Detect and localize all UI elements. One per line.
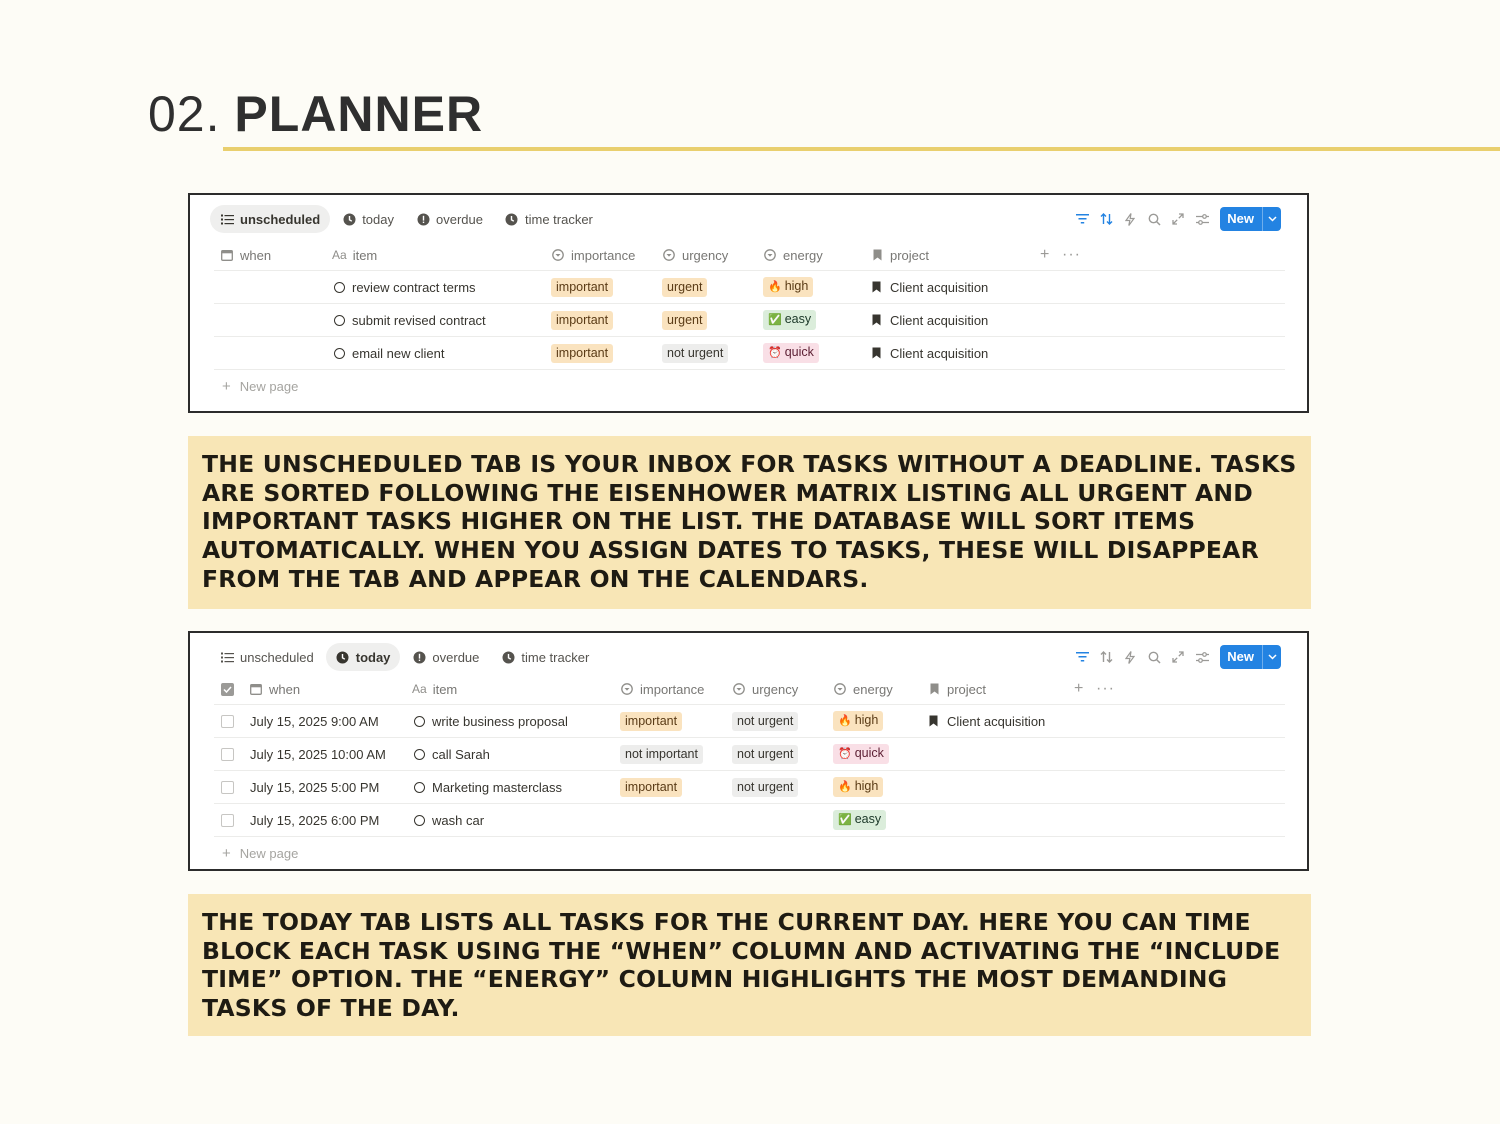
column-header-urgency[interactable]	[732, 674, 798, 704]
checkbox-checked-icon	[221, 683, 234, 696]
importance-cell[interactable]	[620, 705, 682, 737]
column-header-when[interactable]	[220, 240, 271, 270]
settings-icon[interactable]	[1194, 649, 1210, 665]
tab-time-tracker[interactable]	[495, 205, 603, 233]
checkbox-icon	[221, 814, 234, 827]
table-row[interactable]	[214, 771, 1285, 804]
column-header-project[interactable]	[870, 240, 929, 270]
tab-label: time tracker	[524, 211, 593, 227]
plus-icon: +	[222, 844, 231, 862]
importance-tag: important	[551, 344, 613, 363]
new-button-label: New	[1227, 211, 1254, 226]
project-cell[interactable]	[872, 271, 988, 303]
clock-icon	[505, 212, 519, 226]
calendar-icon	[249, 682, 263, 696]
new-page-button[interactable]	[214, 837, 1285, 869]
urgency-tag: not urgent	[732, 778, 798, 797]
importance-cell[interactable]	[551, 304, 613, 336]
urgency-cell[interactable]	[662, 304, 707, 336]
fire-icon: 🔥	[768, 281, 782, 293]
tab-label: overdue	[436, 211, 483, 227]
new-button[interactable]	[1220, 207, 1281, 231]
item-cell[interactable]	[414, 771, 562, 803]
item-cell[interactable]	[414, 804, 484, 836]
new-page-label: New page	[239, 845, 299, 861]
importance-tag: important	[551, 278, 613, 297]
importance-tag: important	[620, 778, 682, 797]
urgency-tag: not urgent	[662, 344, 728, 363]
tab-unscheduled[interactable]	[210, 205, 330, 233]
column-label: project	[890, 247, 930, 263]
energy-cell[interactable]	[833, 804, 886, 836]
check-icon: ✅	[838, 814, 852, 826]
column-header-project[interactable]	[927, 674, 986, 704]
select-property-icon	[551, 248, 565, 262]
urgency-tag: urgent	[662, 311, 707, 330]
row-checkbox[interactable]	[221, 738, 234, 770]
energy-cell[interactable]	[833, 705, 883, 737]
column-header-energy[interactable]	[833, 674, 893, 704]
table-header	[214, 674, 1285, 705]
column-label: item	[352, 247, 378, 263]
item-title: Marketing masterclass	[432, 779, 563, 795]
alert-icon	[412, 650, 426, 664]
new-button-label: New	[1227, 649, 1254, 664]
tab-overdue[interactable]	[406, 205, 493, 233]
task-circle-icon	[414, 716, 425, 727]
item-cell[interactable]	[414, 738, 490, 770]
energy-label: high	[854, 779, 879, 793]
settings-icon[interactable]	[1194, 211, 1210, 227]
row-checkbox[interactable]	[221, 705, 234, 737]
table	[214, 674, 1285, 869]
tab-today[interactable]	[332, 205, 404, 233]
column-label: importance	[640, 681, 705, 697]
task-circle-icon	[414, 782, 425, 793]
energy-tag	[833, 810, 886, 830]
column-label: item	[432, 681, 458, 697]
table-row[interactable]	[214, 705, 1285, 738]
energy-label: high	[854, 713, 879, 727]
sort-icon[interactable]	[1098, 211, 1114, 227]
filter-icon[interactable]	[1074, 649, 1090, 665]
column-label: urgency	[752, 681, 799, 697]
urgency-cell[interactable]	[732, 771, 798, 803]
tab-label: unscheduled	[240, 649, 314, 665]
tab-unscheduled[interactable]	[210, 643, 324, 671]
column-label: urgency	[682, 247, 729, 263]
importance-cell[interactable]	[551, 337, 613, 369]
energy-label: quick	[784, 345, 814, 359]
table-row[interactable]	[214, 738, 1285, 771]
add-column-icon[interactable]: +	[1040, 246, 1050, 263]
importance-tag: not important	[620, 745, 703, 764]
urgency-cell[interactable]	[662, 337, 728, 369]
when-value: July 15, 2025 10:00 AM	[250, 746, 386, 762]
column-header-energy[interactable]	[763, 240, 823, 270]
database-view-today	[188, 631, 1309, 871]
view-tabs	[210, 205, 605, 233]
lightning-icon[interactable]	[1122, 649, 1138, 665]
search-icon[interactable]	[1146, 649, 1162, 665]
row-checkbox[interactable]	[221, 771, 234, 803]
item-title: write business proposal	[432, 713, 568, 729]
page-title-number: 02.	[148, 86, 221, 142]
callout-text: THE UNSCHEDULED TAB IS YOUR INBOX FOR TASKS WITHOUT A DEADLINE. TASKS ARE SORTED FOLLOWING THE EISENHOWER MATRIX LISTING ALL URGENT AND IMPORTANT TASKS HIGHER ON THE LIST. THE DATABASE WILL SORT ITEMS AUTOMATICALLY. WHEN YOU ASSIGN DATES TO TASKS, THESE WILL DISAPPEAR FROM THE TAB AND APPEAR ON THE CALENDARS.	[202, 450, 1297, 593]
energy-label: quick	[854, 746, 884, 760]
column-label: energy	[783, 247, 823, 263]
view-tabs	[210, 643, 601, 671]
task-circle-icon	[334, 315, 345, 326]
when-value: July 15, 2025 5:00 PM	[250, 779, 380, 795]
column-header-item[interactable]	[332, 240, 377, 270]
table-header	[214, 240, 1285, 271]
page-title	[148, 84, 483, 144]
fire-icon: 🔥	[838, 715, 852, 727]
project-link: Client acquisition	[890, 312, 989, 328]
bookmark-icon	[870, 248, 884, 262]
urgency-cell[interactable]	[732, 705, 798, 737]
fire-icon: 🔥	[838, 781, 852, 793]
row-checkbox[interactable]	[221, 804, 234, 836]
title-underline	[223, 147, 1500, 151]
when-cell[interactable]	[250, 804, 379, 836]
view-toolbar	[1066, 645, 1281, 669]
calendar-icon	[220, 248, 234, 262]
column-label: when	[240, 247, 272, 263]
alert-icon	[416, 212, 430, 226]
task-circle-icon	[414, 815, 425, 826]
list-icon	[220, 212, 234, 226]
callout-unscheduled	[188, 436, 1311, 609]
importance-tag: important	[620, 712, 682, 731]
check-icon: ✅	[768, 314, 782, 326]
urgency-tag: urgent	[662, 278, 707, 297]
new-page-button[interactable]	[214, 370, 1285, 402]
sort-icon[interactable]	[1098, 649, 1114, 665]
task-circle-icon	[334, 348, 345, 359]
energy-cell[interactable]	[833, 738, 889, 770]
tab-label: overdue	[432, 649, 480, 665]
item-title: wash car	[432, 812, 485, 828]
column-header-importance[interactable]	[620, 674, 704, 704]
importance-cell[interactable]	[551, 271, 613, 303]
column-label: importance	[571, 247, 636, 263]
bookmark-icon	[872, 281, 882, 294]
column-label: project	[947, 681, 987, 697]
more-icon[interactable]: ···	[1096, 680, 1115, 697]
select-property-icon	[732, 682, 746, 696]
urgency-cell[interactable]	[732, 738, 798, 770]
energy-label: easy	[784, 312, 812, 326]
project-link: Client acquisition	[890, 345, 989, 361]
text-property-icon: Aa	[332, 248, 347, 262]
bookmark-icon	[872, 314, 882, 327]
project-cell[interactable]	[872, 337, 988, 369]
table	[214, 240, 1285, 402]
project-link: Client acquisition	[890, 279, 989, 295]
list-icon	[220, 650, 234, 664]
when-value: July 15, 2025 6:00 PM	[250, 812, 380, 828]
project-link: Client acquisition	[947, 713, 1046, 729]
energy-tag	[833, 744, 889, 764]
energy-tag	[833, 777, 883, 797]
energy-tag	[833, 711, 883, 731]
bookmark-icon	[929, 715, 939, 728]
plus-icon: +	[222, 377, 231, 395]
task-circle-icon	[334, 282, 345, 293]
item-cell[interactable]	[414, 705, 568, 737]
text-property-icon: Aa	[412, 682, 427, 696]
urgency-tag: not urgent	[732, 712, 798, 731]
energy-cell[interactable]	[763, 271, 813, 303]
table-row[interactable]	[214, 304, 1285, 337]
energy-tag	[763, 310, 816, 330]
energy-tag	[763, 343, 819, 363]
bookmark-icon	[927, 682, 941, 696]
column-header-importance[interactable]	[551, 240, 635, 270]
when-value: July 15, 2025 9:00 AM	[250, 713, 379, 729]
search-icon[interactable]	[1146, 211, 1162, 227]
clock-icon	[336, 650, 350, 664]
select-property-icon	[620, 682, 634, 696]
clock-icon	[501, 650, 515, 664]
column-header-when[interactable]	[249, 674, 300, 704]
expand-icon[interactable]	[1170, 211, 1186, 227]
tab-label: today	[355, 649, 391, 665]
urgency-cell[interactable]	[662, 271, 707, 303]
energy-tag	[763, 277, 813, 297]
callout-today	[188, 894, 1311, 1036]
item-cell[interactable]	[334, 337, 445, 369]
table-row[interactable]	[214, 271, 1285, 304]
tab-label: unscheduled	[240, 211, 321, 227]
item-cell[interactable]	[334, 271, 476, 303]
project-cell[interactable]	[872, 304, 988, 336]
select-all-checkbox[interactable]	[221, 674, 234, 704]
new-page-label: New page	[239, 378, 299, 394]
checkbox-icon	[221, 715, 234, 728]
column-header-item[interactable]	[412, 674, 457, 704]
tab-overdue[interactable]	[402, 643, 489, 671]
energy-cell[interactable]	[763, 337, 819, 369]
energy-label: easy	[854, 812, 882, 826]
more-icon[interactable]: ···	[1062, 246, 1081, 263]
filter-icon[interactable]	[1074, 211, 1090, 227]
item-title: review contract terms	[352, 279, 476, 295]
urgency-tag: not urgent	[732, 745, 798, 764]
when-cell[interactable]	[250, 771, 379, 803]
page-title-word: PLANNER	[234, 86, 484, 142]
alarm-clock-icon: ⏰	[768, 347, 782, 359]
select-property-icon	[662, 248, 676, 262]
column-header-urgency[interactable]	[662, 240, 728, 270]
checkbox-icon	[221, 781, 234, 794]
new-button[interactable]	[1220, 645, 1281, 669]
importance-cell[interactable]	[620, 771, 682, 803]
task-circle-icon	[414, 749, 425, 760]
table-row[interactable]	[214, 337, 1285, 370]
bookmark-icon	[872, 347, 882, 360]
importance-cell[interactable]	[620, 738, 703, 770]
expand-icon[interactable]	[1170, 649, 1186, 665]
column-label: energy	[853, 681, 893, 697]
project-cell[interactable]	[929, 705, 1045, 737]
item-title: call Sarah	[432, 746, 490, 762]
alarm-clock-icon: ⏰	[838, 748, 852, 760]
view-toolbar	[1066, 207, 1281, 231]
clock-icon	[342, 212, 356, 226]
callout-text: THE TODAY TAB LISTS ALL TASKS FOR THE CURRENT DAY. HERE YOU CAN TIME BLOCK EACH TASK USING THE “WHEN” COLUMN AND ACTIVATING THE “INCLUDE TIME” OPTION. THE “ENERGY” COLUMN HIGHLIGHTS THE MOST DEMANDING TASKS OF THE DAY.	[202, 908, 1281, 1023]
chevron-down-icon[interactable]	[1262, 207, 1281, 231]
add-column-icon[interactable]: +	[1074, 680, 1084, 697]
database-view-unscheduled	[188, 193, 1309, 413]
item-cell[interactable]	[334, 304, 486, 336]
table-row[interactable]	[214, 804, 1285, 837]
item-title: submit revised contract	[352, 312, 486, 328]
tab-time-tracker[interactable]	[491, 643, 599, 671]
energy-cell[interactable]	[763, 304, 816, 336]
chevron-down-icon[interactable]	[1262, 645, 1281, 669]
tab-today[interactable]	[326, 643, 401, 671]
lightning-icon[interactable]	[1122, 211, 1138, 227]
select-property-icon	[763, 248, 777, 262]
when-cell[interactable]	[250, 705, 379, 737]
item-title: email new client	[352, 345, 445, 361]
energy-label: high	[784, 279, 809, 293]
energy-cell[interactable]	[833, 771, 883, 803]
select-property-icon	[833, 682, 847, 696]
checkbox-icon	[221, 748, 234, 761]
column-label: when	[269, 681, 301, 697]
tab-label: time tracker	[521, 649, 590, 665]
when-cell[interactable]	[250, 738, 386, 770]
tab-label: today	[362, 211, 394, 227]
importance-tag: important	[551, 311, 613, 330]
